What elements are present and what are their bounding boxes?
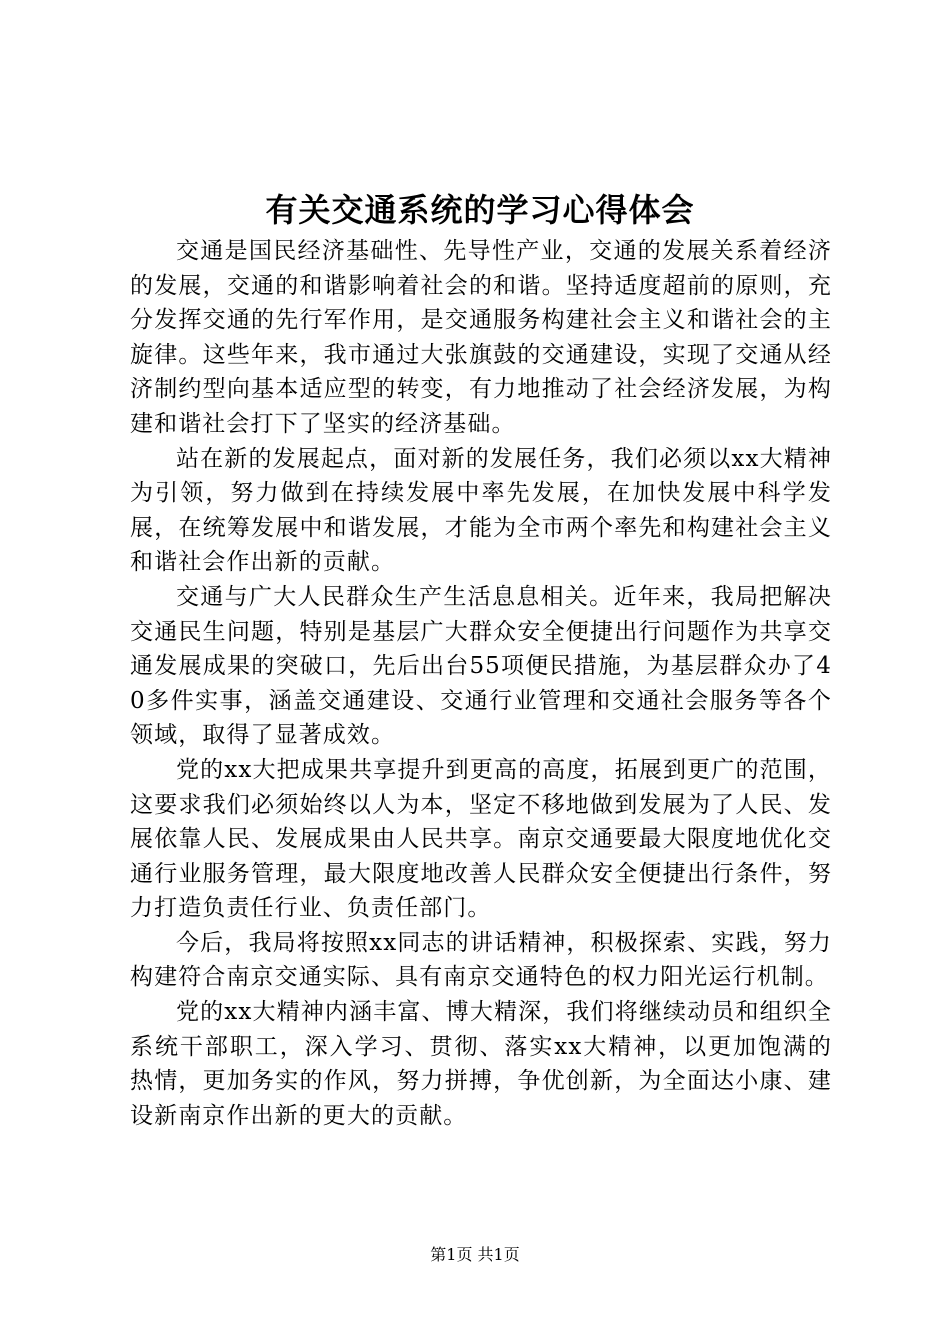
page-number-footer: 第1页 共1页 xyxy=(430,1245,520,1264)
paragraph: 党的xx大把成果共享提升到更高的高度，拓展到更广的范围，这要求我们必须始终以人为本，坚定不移地做到发展为了人民、发展依靠人民、发展成果由人民共享。南京交通要最大限度地优化交通行业服务管理，最大限度地改善人民群众安全便捷出行条件，努力打造负责任行业、负责任部门。 xyxy=(130,756,832,922)
document-body xyxy=(130,234,832,1133)
paragraph: 交通与广大人民群众生产生活息息相关。近年来，我局把解决交通民生问题，特别是基层广大群众安全便捷出行问题作为共享交通发展成果的突破口，先后出台55项便民措施，为基层群众办了40多件实事，涵盖交通建设、交通行业管理和交通社会服务等各个领域，取得了显著成效。 xyxy=(130,583,832,749)
paragraph: 党的xx大精神内涵丰富、博大精深，我们将继续动员和组织全系统干部职工，深入学习、贯彻、落实xx大精神，以更加饱满的热情，更加务实的作风，努力拼搏，争优创新，为全面达小康、建设新南京作出新的更大的贡献。 xyxy=(130,999,832,1129)
paragraph: 交通是国民经济基础性、先导性产业，交通的发展关系着经济的发展，交通的和谐影响着社会的和谐。坚持适度超前的原则，充分发挥交通的先行军作用，是交通服务构建社会主义和谐社会的主旋律。这些年来，我市通过大张旗鼓的交通建设，实现了交通从经济制约型向基本适应型的转变，有力地推动了社会经济发展，为构建和谐社会打下了坚实的经济基础。 xyxy=(130,238,832,437)
paragraph: 今后，我局将按照xx同志的讲话精神，积极探索、实践，努力构建符合南京交通实际、具有南京交通特色的权力阳光运行机制。 xyxy=(130,929,832,991)
document-title: 有关交通系统的学习心得体会 xyxy=(265,191,695,229)
paragraph: 站在新的发展起点，面对新的发展任务，我们必须以xx大精神为引领，努力做到在持续发展中率先发展，在加快发展中科学发展，在统筹发展中和谐发展，才能为全市两个率先和构建社会主义和谐社会作出新的贡献。 xyxy=(130,445,832,576)
